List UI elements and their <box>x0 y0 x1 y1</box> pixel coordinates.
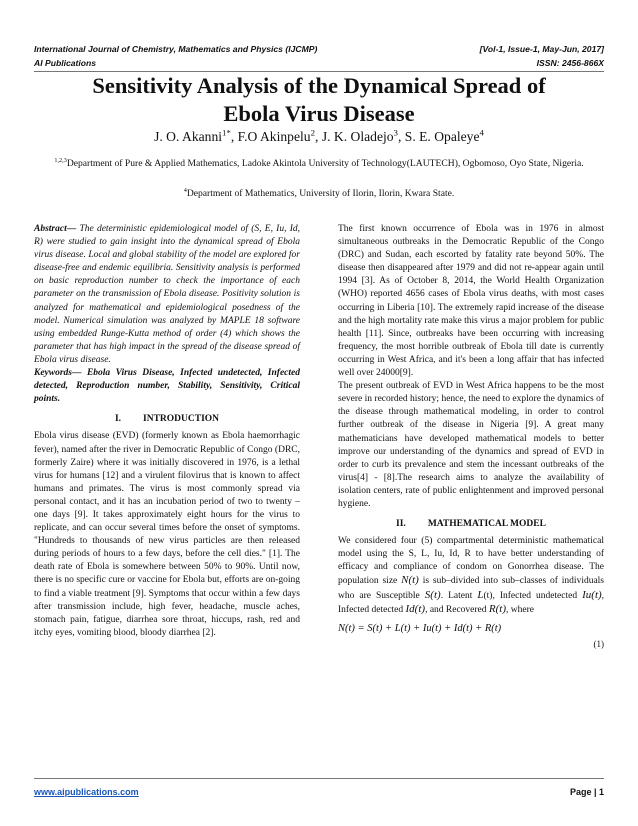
model-text-detected: , Infected detected <box>338 590 605 615</box>
abstract <box>34 223 300 367</box>
author-3-sup: 3 <box>393 127 398 138</box>
model-text-undetected: (t), Infected undetected <box>483 590 578 601</box>
model-paragraph <box>338 535 604 617</box>
model-text-1: We considered four (5) compartmental deterministic mathematical model using the S, L, Iu, Id, R to have better understanding of efficacy and compliance of condom on Gonorrhea disease. The population size <box>338 536 604 587</box>
paper-title <box>40 72 598 128</box>
publisher: AI Publications <box>34 58 97 68</box>
math-infected-detected: Id(t) <box>405 602 426 615</box>
footer-rule <box>34 778 604 779</box>
section-2-number: II. <box>396 519 406 530</box>
affiliation-1 <box>40 157 598 171</box>
model-text-latent: . Latent <box>440 590 473 601</box>
intro-paragraph-1: Ebola virus disease (EVD) (formerly known as Ebola haemorrhagic fever), named after the river in Democratic Republic of Congo (DRC, formerly Zaire) where it was initially discovered in 1976, is a lethal virus for humans [12] and a virulent filovirus that is known to affect humans and primates. The virus is most commonly spread via personal contact, and it has an incubation period of two to twenty – one days [9]. It takes approximately eight hours for the virus to replicate, and can occur several times before the onset of symptoms. "Hundreds to thousands of new virus particles are then released during periods of hours to a few days, before the cell dies." [1]. The death rate of Ebola is somewhere between 50% to 90%. Until now, there is no specific cure or vaccine for Ebola but, efforts are on-going to find a viable treatment [9]. Symptoms that occur within a few days after transmission include, high fever, headache, muscle aches, stomach pain, fatigue, diarrhea sore throat, hiccups, rash, red and itchy eyes, vomiting blood, bloody diarrhea [2]. <box>34 431 300 638</box>
intro-paragraph-2: The first known occurrence of Ebola was in 1976 in almost simultaneous outbreaks in the Democratic Republic of the Congo (DRC) and Sudan, each escorted by fatality rate beyond 50%. The disease then disappeared after 1979 and did not re-appear again until 1994 [3]. As of October 8, 2014, the World Health Organization (WHO) reported 4656 cases of Ebola virus deaths, with most cases occurring in Liberia [10]. The extremely rapid increase of the disease and the high mortality rate make this virus a major problem for public health [11]. Since, outbreaks have been occurring with increasing frequency, the most horrible outbreak of Ebola till date is currently occurring in West Africa, and it's been a long affair that has infected well over 24000[9]. <box>338 224 604 379</box>
section-1-number: I. <box>114 414 122 425</box>
section-2-title: MATHEMATICAL MODEL <box>427 519 546 530</box>
title-line-2: Ebola Virus Disease <box>223 101 415 126</box>
model-text-2: is sub–divided into sub–classes of individuals who are Susceptible <box>338 576 605 601</box>
volume-info: [Vol-1, Issue-1, May-Jun, 2017] <box>479 44 604 54</box>
affiliation-1-sup: 1,2,3 <box>54 156 67 164</box>
model-text-recovered: , and Recovered <box>425 604 487 615</box>
footer-url-link[interactable]: www.aipublications.com <box>34 787 139 797</box>
model-text-where: , where <box>506 604 534 615</box>
affiliation-2 <box>40 187 598 201</box>
keywords: Keywords— Ebola Virus Disease, Infected undetected, Infected detected, Reproduction number, Stability, Sensitivity, Critical points. <box>34 368 300 405</box>
equation-number: (1) <box>593 638 604 649</box>
section-heading-introduction <box>34 413 300 426</box>
author-3: J. K. Oladejo <box>321 129 394 144</box>
author-list: J. O. Akanni$^{1*}$, F.O Akinpelu$^2$, J. K. Oladejo$^3$, S. E. Opaleye$^4$ <box>154 127 484 144</box>
affiliation-2-text: Department of Mathematics, University of Ilorin, Ilorin, Kwara State. <box>186 188 455 199</box>
math-susceptible: S(t) <box>424 588 441 601</box>
affiliation-2-sup: 4 <box>183 186 187 194</box>
math-latent: L <box>477 588 484 601</box>
math-infected-undetected: Iu(t) <box>582 588 602 601</box>
page-number: Page | 1 <box>569 787 604 797</box>
issn: ISSN: 2456-866X <box>536 58 604 68</box>
left-column <box>34 223 300 640</box>
intro-paragraph-3: The present outbreak of EVD in West Africa happens to be the most severe in recorded history; hence, the need to explore the dynamics of the disease through mathematical modeling, in order to control further outbreak of the disease in Nigeria [9]. A great many mathematicians have developed mathematical models to better improve our understanding of the dynamics and spread of EVD in order to curb its prevalence and stem the incessant outbreaks of the virus[4] - [8].The research aims to analyze the availability of isolation centers, rate of public enlightenment and improved personal hygiene. <box>338 381 604 509</box>
author-1-sup: 1* <box>222 127 231 138</box>
abstract-label: Abstract— <box>34 224 77 234</box>
section-1-title: INTRODUCTION <box>143 414 220 425</box>
section-heading-model <box>338 518 604 531</box>
author-4-sup: 4 <box>479 127 484 138</box>
author-2-sup: 2 <box>310 127 316 138</box>
right-column <box>338 223 604 651</box>
math-population-size: N(t) <box>401 574 419 587</box>
author-2: F.O Akinpelu <box>237 129 311 144</box>
journal-name: International Journal of Chemistry, Mathematics and Physics (IJCMP) <box>34 44 318 54</box>
author-1: J. O. Akanni <box>154 129 223 144</box>
title-line-1: Sensitivity Analysis of the Dynamical Spread of <box>92 73 546 98</box>
equation-1: N(t) = S(t) + L(t) + Iu(t) + Id(t) + R(t) <box>338 622 502 634</box>
author-4: S. E. Opaleye <box>404 129 480 144</box>
affiliation-1-text: Department of Pure & Applied Mathematics, Ladoke Akintola University of Technology(LAUTECH), Ogbomoso, Oyo State, Nigeria. <box>66 158 584 169</box>
abstract-text: The deterministic epidemiological model of (S, E, Iu, Id, R) were studied to gain insight into the dynamical spread of Ebola virus disease. Local and global stability of the model are explored for disease-free and endemic equilibria. Sensitivity analysis is performed on basic reproduction number to check the importance of each parameter on the transmission of Ebola disease. Positivity solution is analyzed for mathematical and epidemiological posedness of the model. Numerical simulation was analyzed by MAPLE 18 software using embedded Runge-Kutta method of order (4) which shows the parameter that has high impact in the spread of the disease spread of Ebola virus disease. <box>34 224 300 365</box>
math-recovered: R(t) <box>488 602 507 615</box>
